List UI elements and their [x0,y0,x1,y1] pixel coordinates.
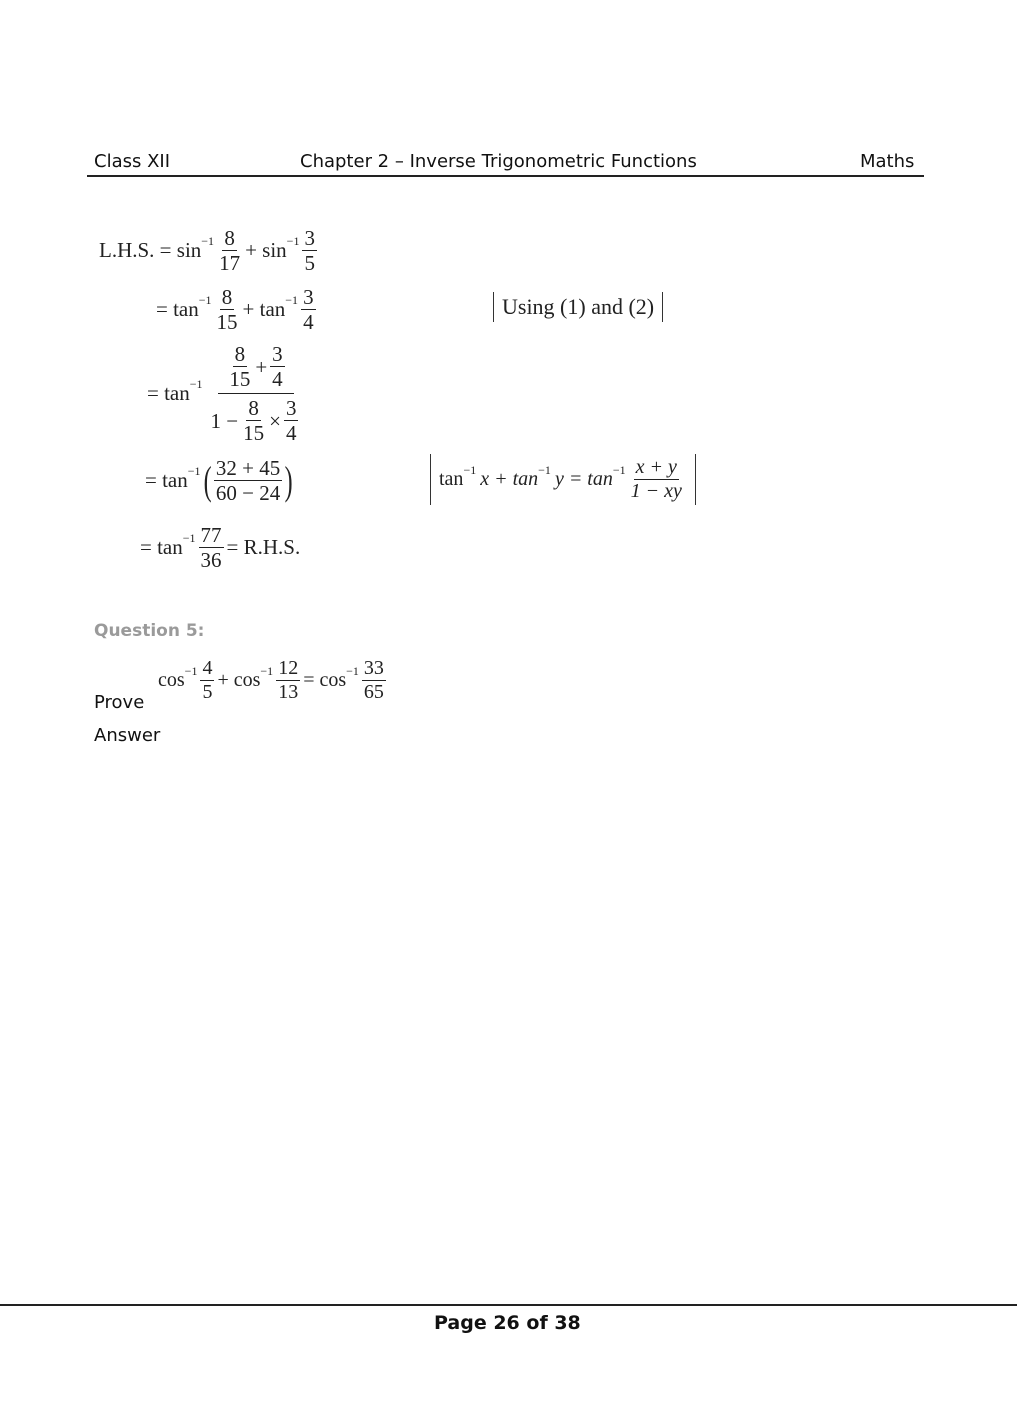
fraction: $\frac{4}{5}$ [202,657,213,703]
fraction: $\frac{8}{15}$ [229,342,251,392]
fraction: $\frac{77}{36}$ [200,523,222,573]
page-number: Page 26 of 38 [434,1312,581,1334]
formula-note: tan −1 x + tan −1 y = tan −1 $\frac{x + y}{1 - xy}$ [430,454,696,505]
solution-line-4: = tan −1 ( $\frac{32 + 45}{60 - 24}$ ) [145,456,293,506]
prove-label: Prove [94,692,145,713]
question-expression: cos −1 $\frac{4}{5}$ + cos −1 $\frac{12}{13}$ = cos −1 $\frac{33}{65}$ [158,657,384,703]
header-class: Class XII [94,151,171,172]
fraction: $\frac{12}{13}$ [278,657,299,703]
fraction: $\frac{33}{65}$ [363,657,384,703]
answer-label: Answer [94,725,161,746]
fraction: $\frac{3}{4}$ [303,285,314,335]
compound-fraction: $\frac{8}{15}$ + $\frac{3}{4}$ 1 − $\frac{8}{15}$ × $\frac{3}{4}$ [210,342,297,446]
fraction: $\frac{8}{15}$ [216,285,238,335]
solution-line-3: = tan −1 $\frac{8}{15}$ + $\frac{3}{4}$ 1 − $\frac{8}{15}$ × $\frac{3}{4}$ [147,342,306,446]
solution-line-1: L.H.S. = sin −1 $\frac{8}{17}$ + sin −1 $\frac{3}{5}$ [99,226,315,276]
fraction: $\frac{32 + 45}{60 - 24}$ [215,456,281,506]
fraction: $\frac{3}{4}$ [272,342,283,392]
header-chapter: Chapter 2 – Inverse Trigonometric Functions [300,151,697,172]
fraction: $\frac{8}{15}$ [243,396,265,446]
footer-rule [0,1304,1017,1306]
fraction: $\frac{3}{5}$ [304,226,315,276]
question-label: Question 5: [94,621,205,641]
using-note: Using (1) and (2) [493,292,663,322]
fraction: $\frac{3}{4}$ [285,396,297,446]
solution-line-5: = tan −1 $\frac{77}{36}$ = R.H.S. [140,523,301,573]
solution-line-2: = tan −1 $\frac{8}{15}$ + tan −1 $\frac{3}{4}$ [156,285,314,335]
header-rule [87,175,924,177]
header-subject: Maths [860,151,915,172]
fraction: $\frac{8}{17}$ [219,226,241,276]
fraction: $\frac{x + y}{1 - xy}$ [630,456,682,502]
